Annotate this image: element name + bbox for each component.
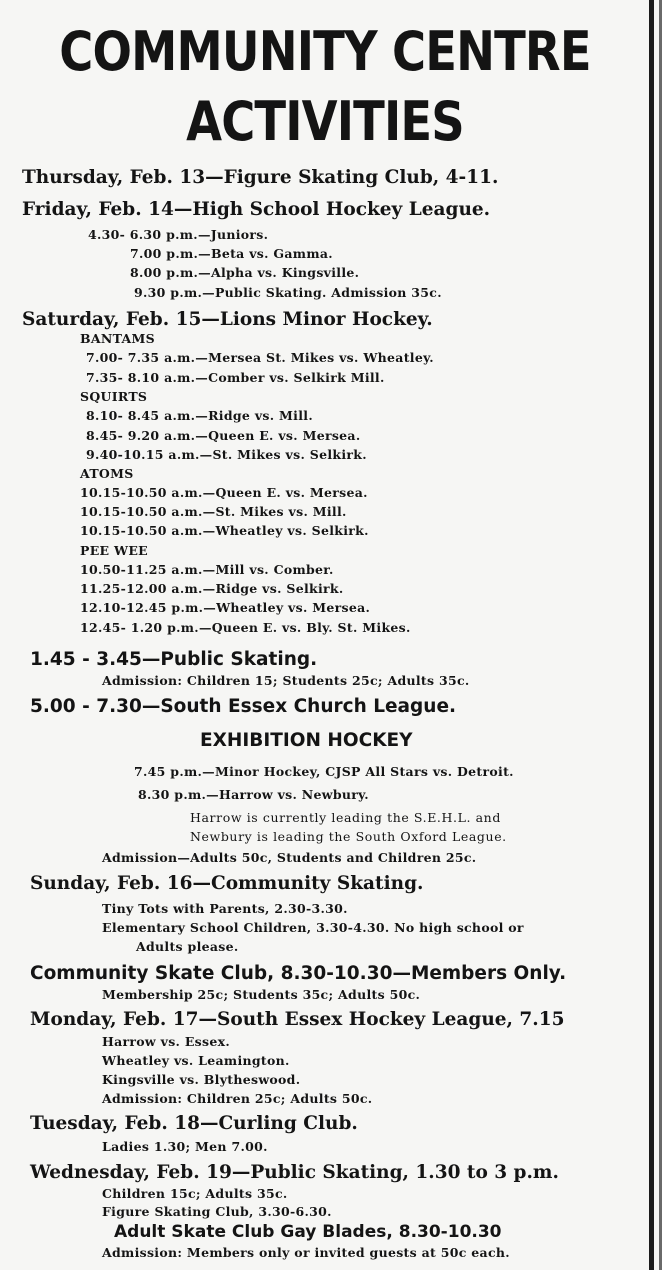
friday-item: 7.00 p.m.—Beta vs. Gamma. [130, 246, 333, 261]
game-item: 7.35- 8.10 a.m.—Comber vs. Selkirk Mill. [86, 370, 385, 385]
game-item: 8.10- 8.45 a.m.—Ridge vs. Mill. [86, 408, 313, 423]
wednesday-line: Adult Skate Club Gay Blades, 8.30-10.30 [114, 1222, 502, 1242]
title-line-2: ACTIVITIES [186, 90, 464, 153]
public-skating-heading: 1.45 - 3.45—Public Skating. [30, 649, 318, 670]
exhibition-note: Newbury is leading the South Oxford League. [190, 829, 507, 844]
game-item: 10.15-10.50 a.m.—Queen E. vs. Mersea. [80, 485, 368, 500]
exhibition-item: 7.45 p.m.—Minor Hockey, CJSP All Stars vs. Detroit. [134, 764, 514, 779]
wednesday-line: Figure Skating Club, 3.30-6.30. [102, 1204, 332, 1219]
exhibition-admission: Admission—Adults 50c, Students and Children 25c. [102, 850, 477, 865]
game-item: 9.40-10.15 a.m.—St. Mikes vs. Selkirk. [86, 447, 367, 462]
game-item: 7.00- 7.35 a.m.—Mersea St. Mikes vs. Wheatley. [86, 350, 434, 365]
public-skating-admission: Admission: Children 15; Students 25c; Adults 35c. [102, 673, 470, 688]
church-league-heading: 5.00 - 7.30—South Essex Church League. [30, 696, 457, 717]
sunday-line: Tiny Tots with Parents, 2.30-3.30. [102, 901, 348, 916]
sunday-heading: Sunday, Feb. 16—Community Skating. [30, 873, 424, 894]
tuesday-line: Ladies 1.30; Men 7.00. [102, 1139, 268, 1154]
division-label-atoms: ATOMS [80, 466, 134, 481]
skate-club-heading: Community Skate Club, 8.30-10.30—Members Only. [30, 963, 567, 984]
division-label-squirts: SQUIRTS [80, 389, 148, 404]
game-item: 11.25-12.00 a.m.—Ridge vs. Selkirk. [80, 581, 344, 596]
division-label-peewee: PEE WEE [80, 543, 148, 558]
game-item: 10.15-10.50 a.m.—Wheatley vs. Selkirk. [80, 523, 369, 538]
wednesday-line: Admission: Members only or invited guests at 50c each. [102, 1245, 510, 1260]
wednesday-heading: Wednesday, Feb. 19—Public Skating, 1.30 to 3 p.m. [30, 1162, 559, 1183]
exhibition-note: Harrow is currently leading the S.E.H.L. and [190, 810, 501, 825]
friday-item: 9.30 p.m.—Public Skating. Admission 35c. [134, 285, 442, 300]
skate-club-line: Membership 25c; Students 35c; Adults 50c. [102, 987, 421, 1002]
monday-item: Wheatley vs. Leamington. [102, 1053, 290, 1068]
exhibition-item: 8.30 p.m.—Harrow vs. Newbury. [138, 787, 369, 802]
monday-item: Harrow vs. Essex. [102, 1034, 230, 1049]
game-item: 10.15-10.50 a.m.—St. Mikes vs. Mill. [80, 504, 347, 519]
monday-heading: Monday, Feb. 17—South Essex Hockey League, 7.15 [30, 1009, 565, 1030]
title-line-1: COMMUNITY CENTRE [59, 20, 591, 83]
division-label-bantams: BANTAMS [80, 331, 155, 346]
game-item: 12.10-12.45 p.m.—Wheatley vs. Mersea. [80, 600, 371, 615]
monday-item: Kingsville vs. Blytheswood. [102, 1072, 301, 1087]
column-rule [649, 0, 654, 1270]
game-item: 8.45- 9.20 a.m.—Queen E. vs. Mersea. [86, 428, 361, 443]
wednesday-line: Children 15c; Adults 35c. [102, 1186, 288, 1201]
thursday-heading: Thursday, Feb. 13—Figure Skating Club, 4-11. [22, 167, 499, 188]
monday-item: Admission: Children 25c; Adults 50c. [102, 1091, 373, 1106]
friday-heading: Friday, Feb. 14—High School Hockey League. [22, 199, 491, 220]
sunday-line: Adults please. [136, 939, 239, 954]
sunday-line: Elementary School Children, 3.30-4.30. No high school or [102, 920, 524, 935]
friday-item: 4.30- 6.30 p.m.—Juniors. [88, 227, 269, 242]
tuesday-heading: Tuesday, Feb. 18—Curling Club. [30, 1113, 358, 1134]
exhibition-heading: EXHIBITION HOCKEY [200, 730, 413, 751]
game-item: 10.50-11.25 a.m.—Mill vs. Comber. [80, 562, 334, 577]
game-item: 12.45- 1.20 p.m.—Queen E. vs. Bly. St. Mikes. [80, 620, 411, 635]
saturday-heading: Saturday, Feb. 15—Lions Minor Hockey. [22, 309, 433, 330]
friday-item: 8.00 p.m.—Alpha vs. Kingsville. [130, 265, 360, 280]
